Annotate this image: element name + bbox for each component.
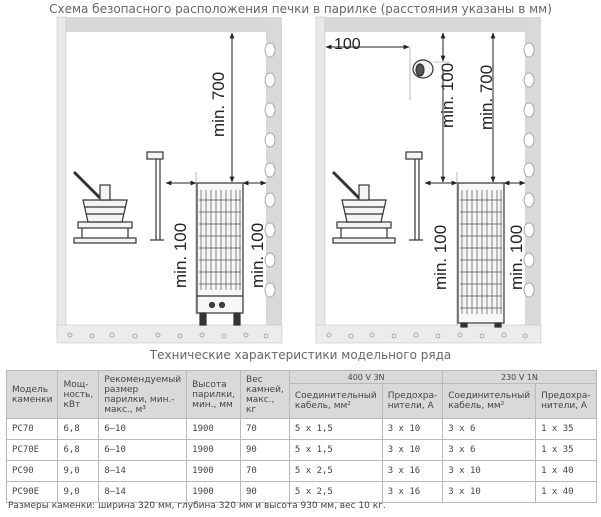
ceiling [322, 17, 530, 32]
cell-fuse400: 3 x 10 [382, 440, 443, 461]
bench [333, 222, 395, 243]
diagram-title: Схема безопасного расположения печки в парилке (расстояния указаны в мм) [49, 2, 552, 16]
specs-table [6, 370, 597, 503]
cell-cable400: 5 x 1,5 [289, 440, 382, 461]
table-row [7, 419, 597, 440]
cell-cable230: 3 x 6 [443, 419, 536, 440]
left-wall [316, 17, 325, 335]
cell-power: 9,0 [58, 461, 99, 482]
header-model: Модель каменки [7, 371, 58, 419]
cell-weight: 90 [241, 482, 290, 503]
header-room-height: Высота парилки, мин., мм [187, 371, 241, 419]
cell-weight: 70 [241, 461, 290, 482]
bucket-icon [74, 172, 127, 222]
cell-fuse400: 3 x 16 [382, 482, 443, 503]
cell-power: 6,8 [58, 419, 99, 440]
cell-power: 9,0 [58, 482, 99, 503]
dim-left-label: min. 100 [431, 224, 450, 290]
heater [197, 183, 243, 325]
cell-height: 1900 [187, 482, 241, 503]
cell-cable230: 3 x 10 [443, 461, 536, 482]
table-row [7, 440, 597, 461]
cell-weight: 90 [241, 440, 290, 461]
heater [458, 183, 504, 327]
ceiling [64, 17, 274, 32]
cell-fuse230: 1 x 35 [536, 440, 597, 461]
dim-left-label: min. 100 [171, 222, 190, 288]
cell-fuse230: 1 x 40 [536, 461, 597, 482]
bench [74, 222, 136, 243]
cell-model: PC70 [7, 419, 58, 440]
cell-power: 6,8 [58, 440, 99, 461]
header-fuse-400: Предохра-нители, А [382, 384, 443, 419]
backrest [147, 152, 164, 240]
cell-room: 8–14 [99, 461, 187, 482]
footer-note: Размеры каменки: ширина 320 мм, глубина 320 мм и высота 930 мм, вес 10 кг. [8, 501, 386, 511]
header-group-400: 400 V 3N [289, 371, 442, 384]
left-wall [57, 17, 66, 335]
header-fuse-230: Предохра-нители, А [536, 384, 597, 419]
cell-height: 1900 [187, 461, 241, 482]
cell-cable230: 3 x 10 [443, 482, 536, 503]
cell-cable400: 5 x 1,5 [289, 419, 382, 440]
cell-cable230: 3 x 6 [443, 440, 536, 461]
cell-room: 8–14 [99, 482, 187, 503]
header-room-size: Рекомендуемый размер парилки, мин.-макс., м³ [99, 371, 187, 419]
cell-fuse400: 3 x 10 [382, 419, 443, 440]
cell-model: PC70E [7, 440, 58, 461]
cell-room: 6–10 [99, 440, 187, 461]
dim-right-label: min. 100 [248, 222, 267, 288]
header-stone-weight: Вес камней, макс., кг [241, 371, 290, 419]
backrest [406, 152, 423, 240]
dim-top-label: min. 700 [209, 71, 228, 137]
table-row [7, 482, 597, 503]
table-row [7, 461, 597, 482]
cell-model: PC90 [7, 461, 58, 482]
header-power: Мощ-ность, кВт [58, 371, 99, 419]
bucket-icon [333, 172, 386, 222]
left-room [57, 17, 282, 343]
cell-room: 6–10 [99, 419, 187, 440]
cell-height: 1900 [187, 419, 241, 440]
cell-cable400: 5 x 2,5 [289, 482, 382, 503]
right-room [316, 17, 541, 343]
cell-weight: 70 [241, 419, 290, 440]
cell-fuse400: 3 x 16 [382, 461, 443, 482]
dim-right-label: min. 100 [507, 224, 526, 290]
header-cable-400: Соединительный кабель, мм² [289, 384, 382, 419]
cell-fuse230: 1 x 35 [536, 419, 597, 440]
dim-sensor-horizontal-label: 100 [334, 36, 361, 53]
cell-height: 1900 [187, 440, 241, 461]
cell-cable400: 5 x 2,5 [289, 461, 382, 482]
cell-fuse230: 1 x 40 [536, 482, 597, 503]
dim-sensor-vertical-label: min. 100 [438, 62, 457, 128]
header-cable-230: Соединительный кабель, мм² [443, 384, 536, 419]
table-title: Технические характеристики модельного ряда [149, 348, 452, 362]
cell-model: PC90E [7, 482, 58, 503]
header-group-230: 230 V 1N [443, 371, 596, 384]
dim-top-label: min. 700 [477, 64, 496, 130]
